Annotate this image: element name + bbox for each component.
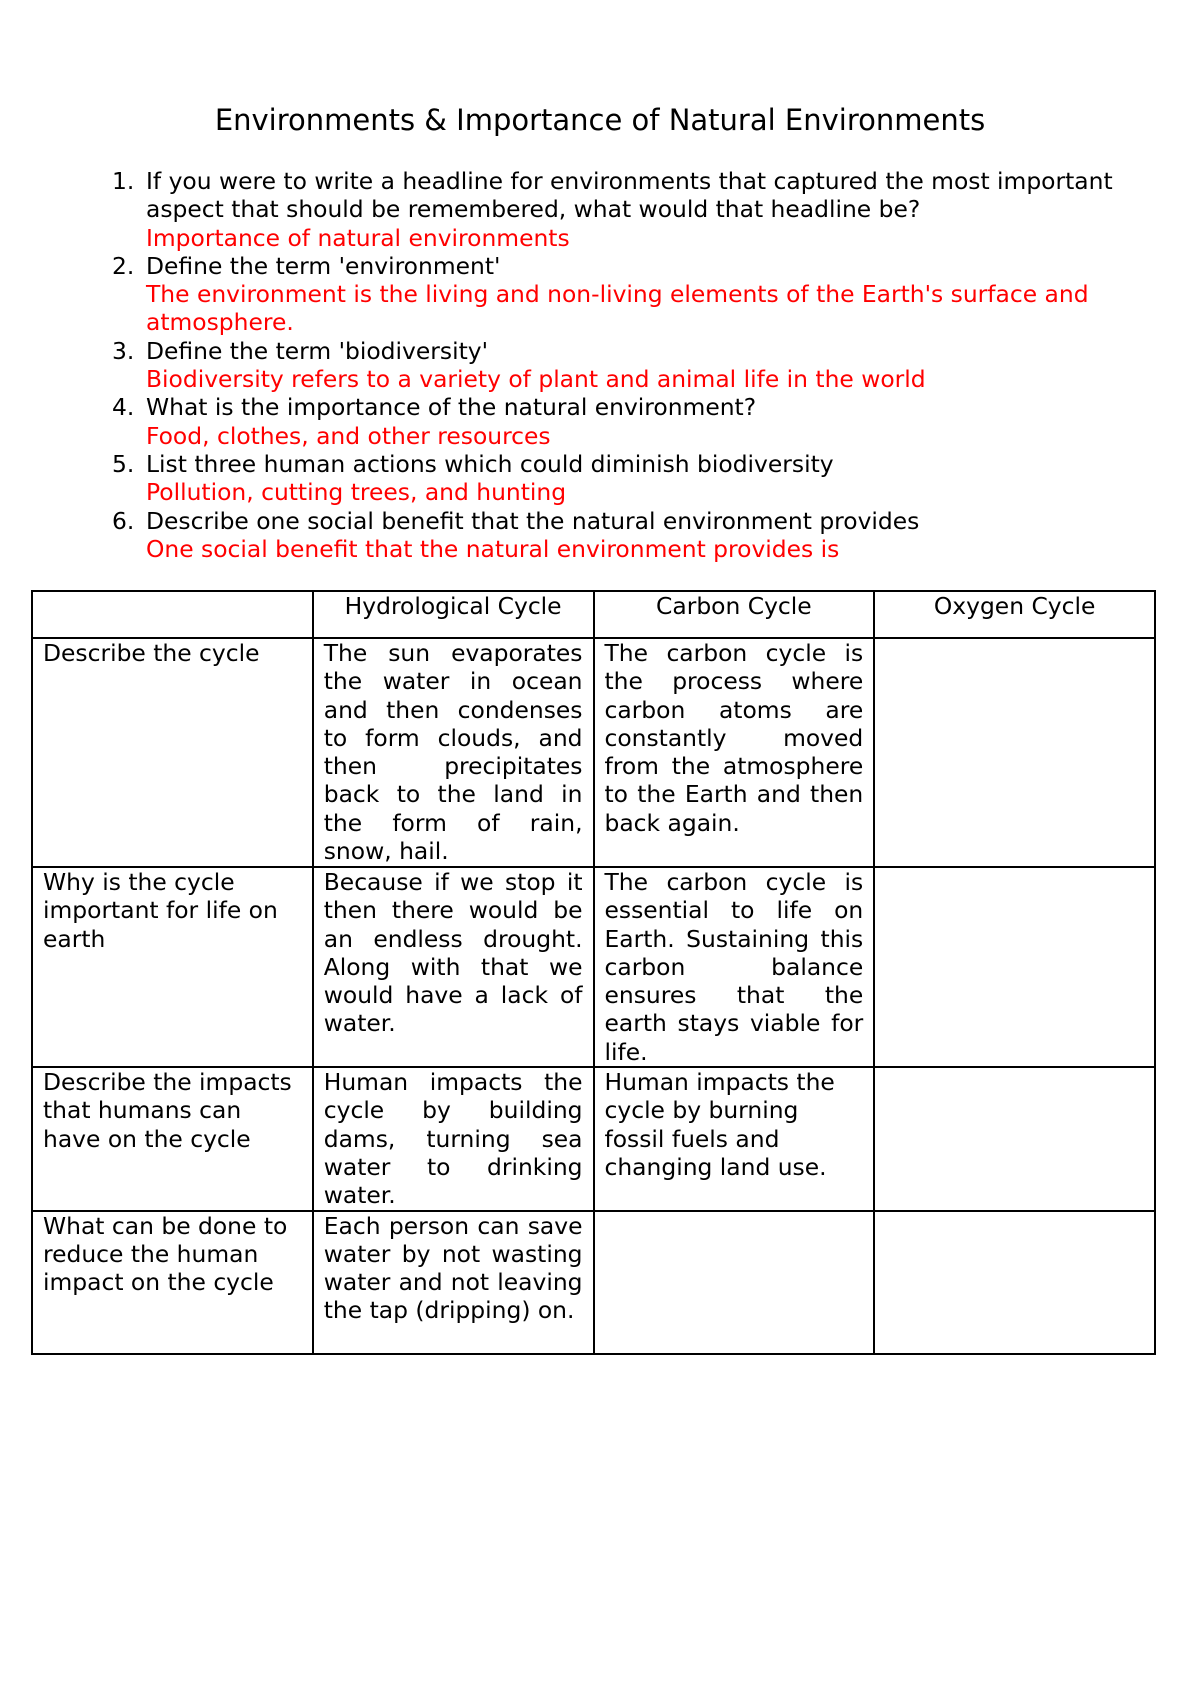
table-row: [32, 638, 1155, 867]
hydrological-cell: Each person can save water by not wasting water and not leaving the tap (dripping) on.: [313, 1211, 594, 1354]
question-number: 6.: [112, 506, 135, 535]
question-text: Describe one social benefit that the natural environment provides: [146, 506, 920, 535]
question-item: [112, 337, 1162, 394]
row-label: What can be done to reduce the human impact on the cycle: [32, 1211, 313, 1354]
question-text: List three human actions which could diminish biodiversity: [146, 449, 834, 478]
question-item: [112, 252, 1162, 337]
question-number: 2.: [112, 251, 135, 280]
oxygen-cell: [874, 1211, 1155, 1354]
oxygen-cell: [874, 638, 1155, 867]
question-text: Define the term 'biodiversity': [146, 336, 489, 365]
cycle-table: [31, 590, 1156, 1355]
header-oxygen-cycle: Oxygen Cycle: [874, 591, 1155, 638]
question-text: What is the importance of the natural environment?: [146, 393, 757, 422]
question-number: 5.: [112, 449, 135, 478]
answer-text: One social benefit that the natural environment provides is: [146, 534, 840, 563]
header-hydrological-cycle: Hydrological Cycle: [313, 591, 594, 638]
table-row: [32, 1067, 1155, 1210]
hydrological-cell: Human impacts the cycle by building dams, turning sea water to drinking water.: [313, 1067, 594, 1210]
table-row: [32, 867, 1155, 1067]
row-label: Describe the cycle: [32, 638, 313, 867]
question-item: [112, 450, 1162, 507]
carbon-cell: Human impacts the cycle by burning fossil fuels and changing land use.: [594, 1067, 875, 1210]
question-number: 3.: [112, 336, 135, 365]
question-number: 4.: [112, 393, 135, 422]
table-header-row: [32, 591, 1155, 638]
answer-text: Importance of natural environments: [146, 223, 570, 252]
question-number: 1.: [112, 167, 135, 195]
question-item: [112, 393, 1162, 450]
answer-text: Pollution, cutting trees, and hunting: [146, 478, 567, 507]
answer-text: Food, clothes, and other resources: [146, 421, 551, 450]
row-label: Describe the impacts that humans can have on the cycle: [32, 1067, 313, 1210]
question-list: [112, 167, 1162, 563]
carbon-cell: The carbon cycle is essential to life on Earth. Sustaining this carbon balance ensures that the earth stays viable for life.: [594, 867, 875, 1067]
question-item: [112, 507, 1162, 564]
question-text: Define the term 'environment': [146, 251, 501, 280]
page-title: Environments & Importance of Natural Environments: [214, 103, 986, 137]
carbon-cell: The carbon cycle is the process where carbon atoms are constantly moved from the atmosphere to the Earth and then back again.: [594, 638, 875, 867]
header-empty-cell: [32, 591, 313, 638]
oxygen-cell: [874, 867, 1155, 1067]
row-label: Why is the cycle important for life on earth: [32, 867, 313, 1067]
answer-text: Biodiversity refers to a variety of plant and animal life in the world: [146, 365, 926, 394]
header-carbon-cycle: Carbon Cycle: [594, 591, 875, 638]
table-row: [32, 1211, 1155, 1354]
hydrological-cell: The sun evaporates the water in ocean and then condenses to form clouds, and then precipitates back to the land in the form of rain, snow, hail.: [313, 638, 594, 867]
question-item: [112, 167, 1162, 252]
oxygen-cell: [874, 1067, 1155, 1210]
hydrological-cell: Because if we stop it then there would be an endless drought. Along with that we would have a lack of water.: [313, 867, 594, 1067]
question-text: If you were to write a headline for environments that captured the most important aspect that should be remembered, what would that headline be?: [146, 167, 1113, 224]
answer-text: The environment is the living and non-living elements of the Earth's surface and atmosphere.: [146, 280, 1089, 337]
carbon-cell: [594, 1211, 875, 1354]
